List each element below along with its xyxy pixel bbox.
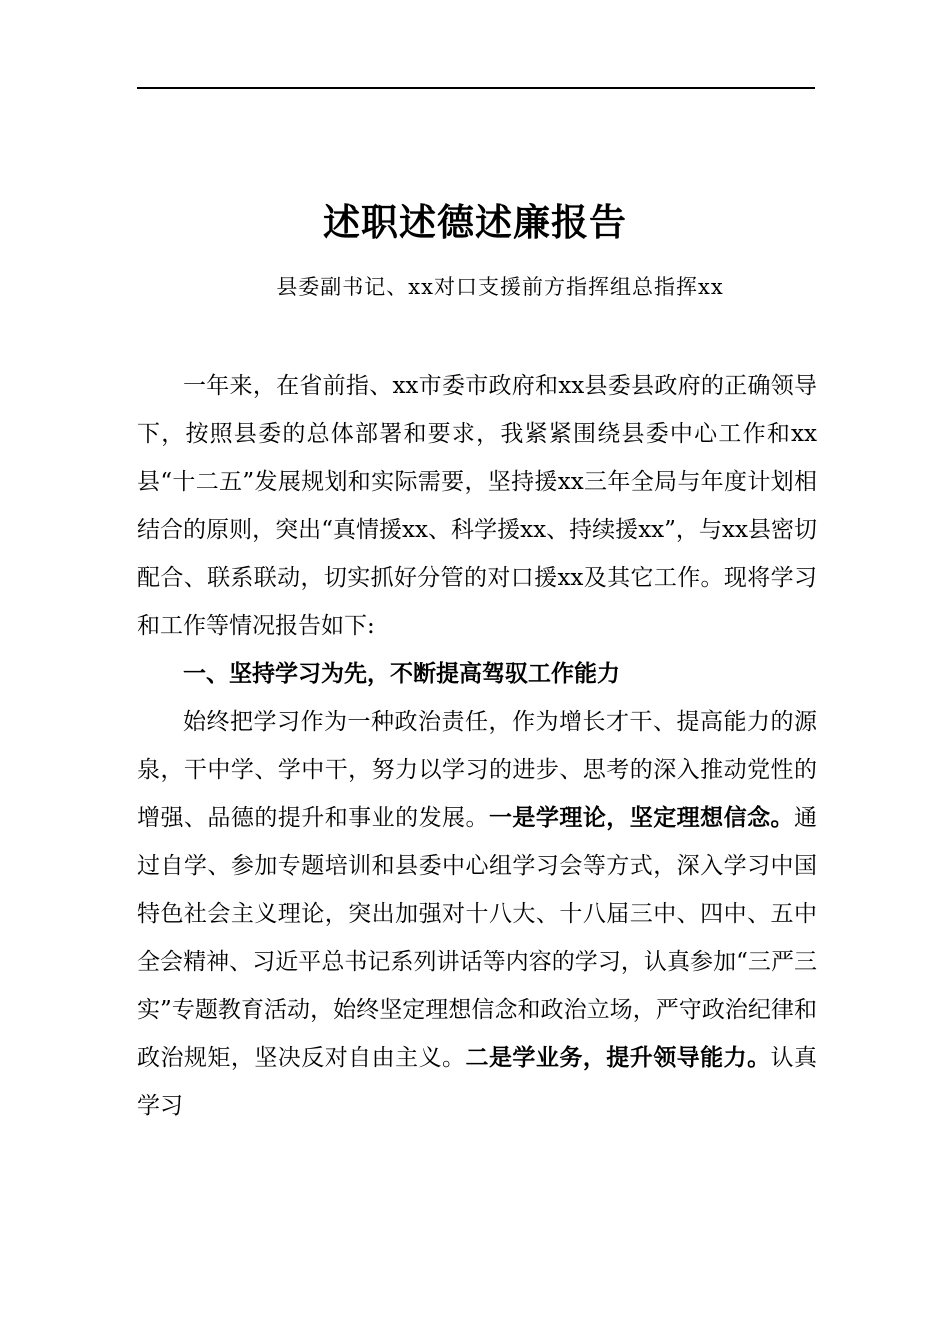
section-paragraph <box>137 698 817 1130</box>
document-body <box>137 362 817 1130</box>
document-subtitle: 县委副书记、xx对口支援前方指挥组总指挥xx <box>276 275 724 299</box>
point-one-text: 通过自学、参加专题培训和县委中心组学习会等方式，深入学习中国特色社会主义理论，突出加强对十八大、十八届三中、四中、五中全会精神、习近平总书记系列讲话等内容的学习，认真参加“三严三实”专题教育活动，始终坚定理想信念和政治立场，严守政治纪律和政治规矩，坚决反对自由主义。 <box>137 805 818 1071</box>
document-title: 述职述德述廉报告 <box>323 200 627 244</box>
header-rule <box>137 87 815 89</box>
section-heading: 一、坚持学习为先，不断提高驾驭工作能力 <box>183 661 620 687</box>
point-two-text: 认真学习 <box>137 1045 818 1119</box>
section-intro-text: 始终把学习作为一种政治责任，作为增长才干、提高能力的源泉，干中学、学中干，努力以学习的进步、思考的深入推动党性的增强、品德的提升和事业的发展。 <box>137 709 817 831</box>
point-two-title: 二是学业务，提升领导能力。 <box>465 1044 771 1071</box>
intro-paragraph: 一年来，在省前指、xx市委市政府和xx县委县政府的正确领导下，按照县委的总体部署和要求，我紧紧围绕县委中心工作和xx县“十二五”发展规划和实际需要，坚持援xx三年全局与年度计划相结合的原则，突出“真情援xx、科学援xx、持续援xx”，与xx县密切配合、联系联动，切实抓好分管的对口援xx及其它工作。现将学习和工作等情况报告如下: <box>137 373 817 639</box>
point-one-title: 一是学理论，坚定理想信念。 <box>488 804 795 831</box>
